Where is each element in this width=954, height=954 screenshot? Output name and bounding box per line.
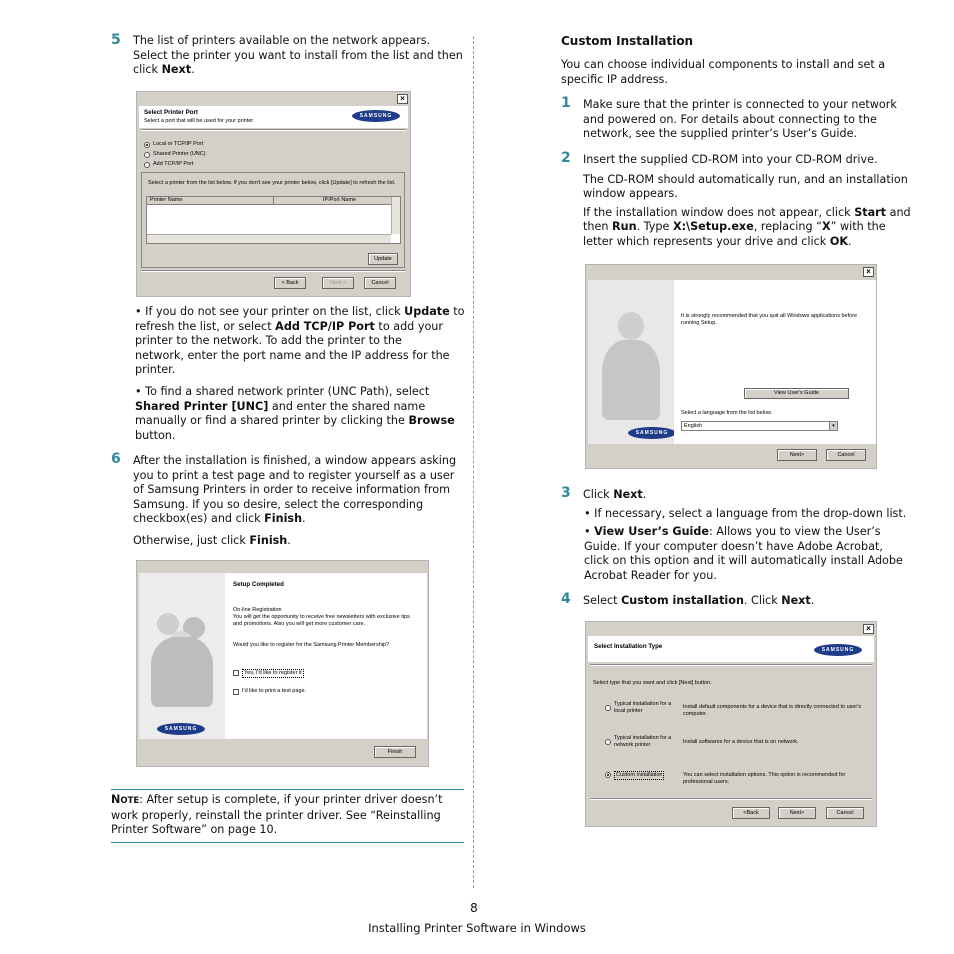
text-line: click on this option and it will automatically install Adobe — [584, 554, 903, 567]
samsung-logo: SAMSUNG — [352, 110, 400, 122]
register-checkbox[interactable] — [233, 670, 239, 676]
text-line: window appears. — [583, 187, 678, 200]
text-line: printer. — [135, 363, 176, 376]
printer-list[interactable] — [146, 196, 401, 244]
dialog-title: Select Printer Port — [144, 109, 198, 116]
registration-text: You will get the opportunity to receive free newsletters with exclusive tips — [233, 614, 410, 620]
text-line: • View User’s Guide: Allows you to view the User’s — [584, 525, 881, 538]
text-line: network, see the supplied printer’s User’s Guide. — [583, 127, 858, 140]
note-block — [111, 793, 466, 838]
option-label: Typical installation for a — [614, 735, 672, 741]
text-line: Printer Software” on page 10. — [111, 823, 278, 836]
samsung-logo: SAMSUNG — [628, 427, 674, 439]
samsung-logo: SAMSUNG — [157, 723, 205, 735]
step-5-text — [133, 34, 468, 78]
text-line: button. — [135, 428, 176, 442]
radio-local-port[interactable] — [144, 142, 150, 148]
text-line: then Run. Type X:\Setup.exe, replacing “X” with the — [583, 220, 886, 233]
option-label: Custom installation — [616, 772, 663, 778]
title-bar — [137, 92, 410, 106]
dialog-header — [588, 636, 874, 662]
instruction-text: Select type that you want and click [Next] button. — [593, 680, 712, 686]
close-icon[interactable]: × — [397, 94, 408, 104]
separator — [141, 270, 406, 272]
footer-section-title: Installing Printer Software in Windows — [368, 921, 586, 935]
figure-head — [618, 312, 644, 340]
radio-add-tcpip-port[interactable] — [144, 162, 150, 168]
title-bar — [586, 265, 876, 278]
option-description: Install softwares for a device that is on network. — [683, 739, 799, 745]
text-line: Select the printer you want to install from the list and then — [133, 48, 463, 62]
language-select[interactable] — [681, 421, 838, 431]
step-4-text — [583, 594, 923, 609]
text-line: of Samsung Printers in order to receive information from — [133, 483, 450, 496]
separator — [141, 129, 406, 131]
option-description: Install default components for a device that is directly connected to user's — [683, 704, 862, 710]
figure-body — [151, 637, 213, 707]
text-line: network, enter the port name and the IP address for the — [135, 348, 450, 362]
column-divider — [273, 197, 274, 205]
option-label: Typical installation for a — [614, 701, 672, 707]
dialog-title: Setup Completed — [233, 581, 284, 588]
text-line: Samsung. If you so desire, select the corresponding — [133, 497, 424, 511]
text-line: Acrobat Reader for you. — [584, 568, 717, 582]
setup-completed-screenshot — [136, 560, 429, 767]
column-divider — [473, 36, 474, 888]
cancel-button[interactable]: Cancel — [364, 277, 396, 289]
step-number: 5 — [111, 32, 121, 48]
registration-question: Would you like to register for the Samsung Printer Membership? — [233, 642, 390, 648]
radio-shared-printer[interactable] — [144, 152, 150, 158]
next-button[interactable]: Next> — [777, 449, 817, 461]
installation-type-screenshot — [585, 621, 877, 827]
note-top-rule — [111, 789, 464, 790]
radio-typical-local[interactable] — [605, 705, 611, 711]
text-line: checkbox(es) and click Finish. — [133, 512, 306, 525]
horizontal-scrollbar[interactable] — [147, 234, 391, 243]
column-printer-name[interactable]: Printer Name — [150, 197, 183, 203]
registration-text: and promotions. Also you will get more customer care. — [233, 621, 366, 627]
intro-text — [561, 58, 906, 87]
step-number: 4 — [561, 591, 571, 607]
vertical-scrollbar[interactable] — [391, 197, 400, 234]
text-line: work properly, reinstall the printer driver. See “Reinstalling — [111, 808, 441, 822]
text-line: Shared Printer [UNC] and enter the shared name — [135, 399, 426, 413]
bullet-shared-printer — [134, 385, 468, 443]
text-line: The list of printers available on the network appears. — [133, 34, 431, 47]
text-line: printer to the network. To add the printer to the — [135, 334, 402, 347]
step-number: 1 — [561, 95, 571, 111]
chevron-down-icon[interactable]: ▾ — [829, 422, 837, 430]
checkbox-label: I'd like to print a test page. — [242, 688, 307, 694]
title-bar — [137, 561, 428, 571]
registration-title: On-line Registration — [233, 607, 282, 613]
option-description: professional users. — [683, 779, 730, 785]
text-line: You can choose individual components to install and set a — [561, 58, 886, 71]
option-description: You can select installation options. This option is recommended for — [683, 772, 846, 778]
update-button[interactable]: Update — [368, 253, 398, 265]
option-label: local printer — [614, 708, 643, 714]
dialog-content — [225, 573, 427, 739]
warning-text: It is strongly recommended that you quit all Windows applications before — [681, 313, 858, 319]
next-button[interactable]: Next > — [322, 277, 354, 289]
figure-body — [602, 340, 660, 420]
samsung-logo: SAMSUNG — [814, 644, 862, 656]
step-number: 3 — [561, 485, 571, 501]
column-ip-port-name[interactable]: IP/Port Name — [323, 197, 357, 203]
text-line: refresh the list, or select Add TCP/IP Port to add your — [135, 319, 443, 333]
step-2-text — [583, 153, 923, 249]
text-line: • To find a shared network printer (UNC Path), select — [135, 385, 430, 398]
text-line: Otherwise, just click Finish. — [133, 533, 291, 547]
dialog-title: Select Installation Type — [594, 643, 663, 650]
step-3-text — [583, 488, 923, 503]
dialog-subtitle: Select a port that will be used for your printer — [144, 118, 254, 124]
people-graphic — [139, 573, 225, 739]
option-description: computer. — [683, 711, 708, 717]
text-line: Make sure that the printer is connected to your network — [583, 98, 897, 111]
cancel-button[interactable]: Cancel — [826, 807, 864, 819]
bullet-language — [583, 507, 928, 522]
bullet-update — [134, 305, 468, 378]
radio-typical-network[interactable] — [605, 739, 611, 745]
text-line: Guide. If your computer doesn’t have Adobe Acrobat, — [584, 539, 883, 553]
text-line: • If necessary, select a language from the drop-down list. — [584, 507, 907, 520]
title-bar — [586, 622, 876, 635]
step-number: 2 — [561, 150, 571, 166]
text-line: manually or find a shared printer by clicking the Browse — [135, 414, 455, 427]
option-label: Local or TCP/IP Port — [153, 141, 204, 147]
text-line: • If you do not see your printer on the list, click Update to — [135, 305, 465, 318]
language-select-screenshot — [585, 264, 877, 469]
bullet-users-guide — [583, 525, 928, 583]
language-label: Select a language from the list below. — [681, 410, 773, 416]
view-users-guide-button[interactable]: View User's Guide — [744, 388, 849, 399]
back-button[interactable]: <Back — [732, 807, 770, 819]
text-line: letter which represents your drive and click OK. — [583, 234, 852, 248]
dialog-content — [674, 280, 876, 444]
text-line: Select Custom installation. Click Next. — [583, 594, 815, 607]
text-line: click Next. — [133, 63, 195, 76]
close-icon[interactable]: × — [863, 624, 874, 634]
note-bottom-rule — [111, 842, 464, 843]
step-1-text — [583, 98, 918, 142]
select-printer-port-screenshot — [136, 91, 411, 297]
text-line: The CD-ROM should automatically run, and an installation — [583, 172, 908, 186]
text-line: and powered on. For details about connecting to the — [583, 112, 877, 126]
text-line: If the installation window does not appear, click Start and — [583, 205, 911, 219]
option-label: Shared Printer (UNC) — [153, 151, 206, 157]
text-line: NOTE: After setup is complete, if your printer driver doesn’t — [111, 793, 443, 806]
warning-text: running Setup. — [681, 320, 717, 326]
dialog-header — [139, 106, 408, 128]
close-icon[interactable]: × — [863, 267, 874, 277]
text-line: you to print a test page and to register yourself as a user — [133, 468, 455, 482]
text-line: specific IP address. — [561, 72, 668, 86]
text-line: After the installation is finished, a window appears asking — [133, 454, 457, 467]
separator — [590, 798, 872, 800]
next-button[interactable]: Next> — [778, 807, 816, 819]
test-page-checkbox[interactable] — [233, 689, 239, 695]
option-label: Add TCP/IP Port — [153, 161, 194, 167]
step-6-text — [133, 454, 468, 548]
language-value: English — [684, 423, 703, 429]
checkbox-label: Yes, I'd like to register it — [244, 670, 302, 676]
option-label: network printer — [614, 742, 651, 748]
step-number: 6 — [111, 451, 121, 467]
section-heading: Custom Installation — [561, 34, 694, 48]
radio-custom-installation[interactable] — [605, 772, 611, 778]
text-line: Click Next. — [583, 488, 647, 501]
cancel-button[interactable]: Cancel — [826, 449, 866, 461]
page-number: 8 — [470, 901, 478, 915]
separator — [590, 664, 872, 666]
back-button[interactable]: < Back — [274, 277, 306, 289]
person-graphic — [588, 280, 674, 444]
finish-button[interactable]: Finish — [374, 746, 416, 758]
list-instruction: Select a printer from the list below. If you don't see your printer below, click [Update] to refresh the list. — [148, 180, 396, 186]
text-line: Insert the supplied CD-ROM into your CD-ROM drive. — [583, 153, 878, 166]
